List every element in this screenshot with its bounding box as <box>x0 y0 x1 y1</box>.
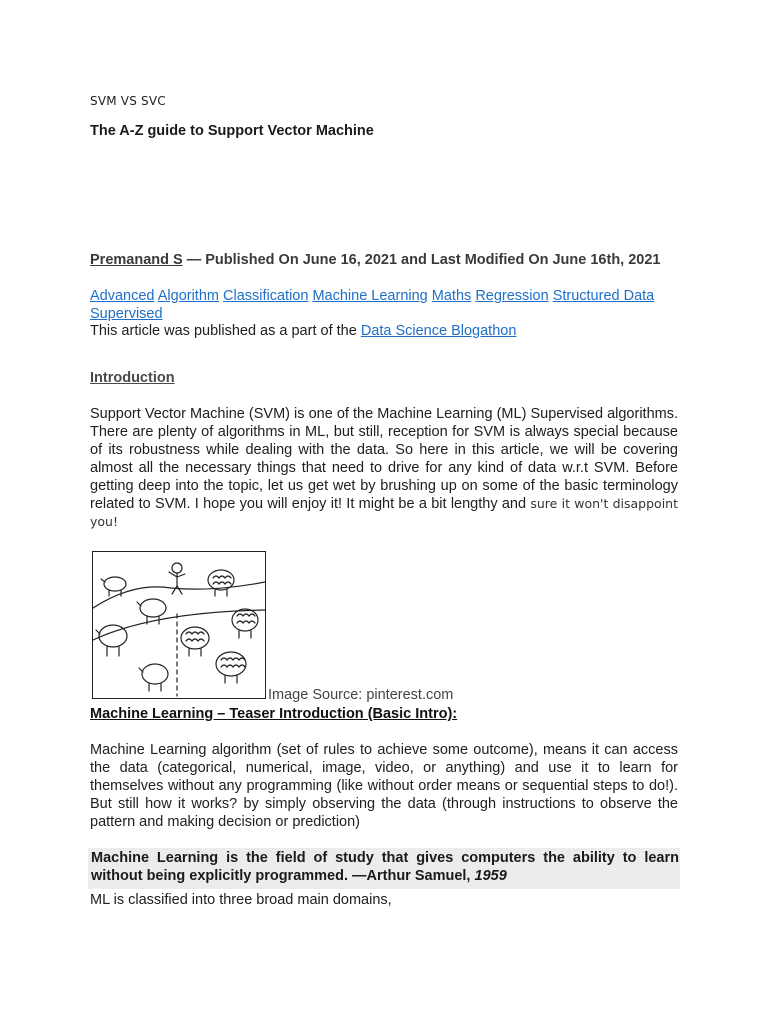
introduction-tail: sure it won't disappoint you! <box>90 496 678 529</box>
tag-link[interactable]: Machine Learning <box>312 288 428 304</box>
blogathon-link[interactable]: Data Science Blogathon <box>360 323 517 339</box>
byline <box>90 251 680 269</box>
quote-year: 1959 <box>474 868 507 884</box>
tag-list <box>90 287 680 323</box>
publication-note <box>90 322 680 340</box>
tag-link[interactable]: Supervised <box>90 306 163 322</box>
document-small-title: SVM VS SVC <box>90 94 166 108</box>
figure-caption: Image Source: pinterest.com <box>268 687 454 703</box>
sheep-illustration <box>92 551 266 699</box>
tag-link[interactable]: Maths <box>431 288 472 304</box>
tag-link[interactable]: Algorithm <box>157 288 219 304</box>
publish-dates: — Published On June 16, 2021 and Last Modified On June 16th, 2021 <box>182 252 661 268</box>
author-link[interactable]: Premanand S <box>90 252 183 268</box>
domains-paragraph: ML is classified into three broad main domains, <box>90 892 392 908</box>
introduction-heading: Introduction <box>90 370 175 386</box>
introduction-paragraph <box>90 405 678 531</box>
tag-link[interactable]: Regression <box>475 288 549 304</box>
teaser-heading: Machine Learning – Teaser Introduction (Basic Intro): <box>90 706 458 722</box>
teaser-paragraph: Machine Learning algorithm (set of rules to achieve some outcome), means it can access the data (categorical, numerical, image, video, or anything) and use it to learn for themselves without any programming (like without order means or sequential steps to do!). But still how it works? by simply observing the data (through instructions to observe the pattern and making decision or prediction) <box>90 742 678 830</box>
arthur-samuel-quote <box>91 849 679 885</box>
tag-link[interactable]: Classification <box>223 288 309 304</box>
quote-body: Machine Learning is the field of study that gives computers the ability to learn without being explicitly programmed. —Arthur Samuel, <box>91 850 679 884</box>
introduction-body: Support Vector Machine (SVM) is one of the Machine Learning (ML) Supervised algorithms. There are plenty of algorithms in ML, but still, reception for SVM is always special because of its robustness while dealing with the data. So here in this article, we will be covering almost all the necessary things that need to drive for any kind of data w.r.t SVM. Before getting deep into the topic, let us get wet by brushing up on some of the basic terminology related to SVM. I hope you will enjoy it! It might be a bit lengthy and <box>90 406 678 512</box>
document-main-title: The A-Z guide to Support Vector Machine <box>90 123 374 139</box>
sheep-drawing-icon <box>93 552 265 698</box>
tag-link[interactable]: Advanced <box>90 288 155 304</box>
publication-note-prefix: This article was published as a part of the <box>90 323 361 339</box>
tag-link[interactable]: Structured Data <box>552 288 655 304</box>
